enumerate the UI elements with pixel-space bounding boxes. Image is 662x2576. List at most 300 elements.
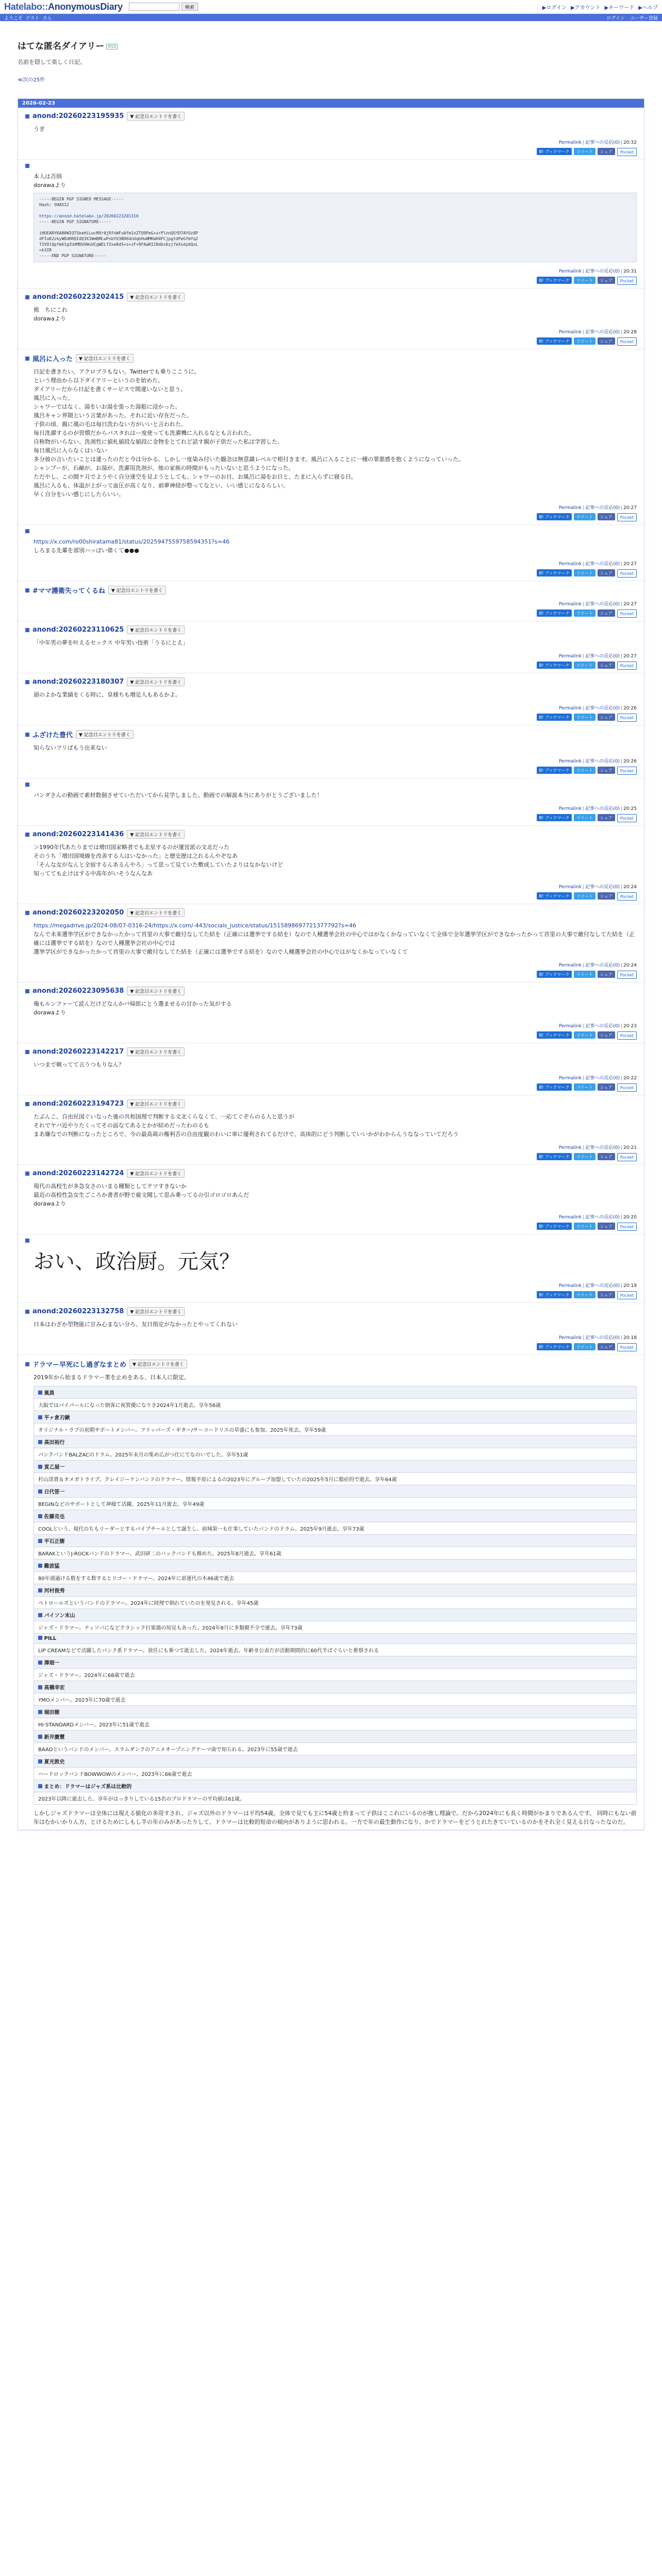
comment-link[interactable]: 記事への反応(0) [585, 562, 620, 567]
permalink-link[interactable]: Permalink [558, 505, 582, 511]
facebook-share-button[interactable]: シェア [598, 569, 615, 577]
table-row [34, 1718, 637, 1731]
hatena-bookmark-button[interactable]: B! ブックマーク [537, 1153, 572, 1160]
entry-title-link[interactable]: anond:20260223180307 [32, 678, 124, 686]
pgp-line: -----BEGIN PGP SIGNATURE----- [39, 219, 111, 224]
pocket-button[interactable]: Pocket [617, 1031, 637, 1040]
table-cell [34, 1584, 637, 1597]
entry-square-icon [25, 357, 29, 361]
row-heading: 澤畑一 [44, 1660, 60, 1666]
entry-title-link[interactable]: 風呂に入った [32, 355, 73, 363]
table-cell: COOLという、現代のちもリーダーとするパイプチールとして誕生し、前城第一も仕事していたバンドのドラム。2025年9月逝去。享年73歳 [34, 1522, 637, 1535]
tweet-button[interactable]: ツイート [574, 892, 595, 900]
entry-title [25, 730, 637, 739]
diary-title-link[interactable]: はてな匿名ダイアリー [18, 41, 105, 52]
entry [18, 349, 644, 525]
tweet-button[interactable]: ツイート [574, 1223, 595, 1230]
entry-title [25, 529, 637, 533]
entry [18, 778, 644, 826]
entry-footer [25, 328, 637, 335]
entry-square-icon [25, 733, 29, 737]
entry-time: 20:28 [623, 330, 637, 335]
diary-description: 名前を隠して楽しく日記。 [18, 59, 86, 65]
entry-paragraph: 子供の頃、親に風の毛は毎日洗わない方がいいと言われた。 [34, 421, 187, 428]
tweet-button[interactable]: ツイート [574, 814, 595, 821]
row-square-icon [38, 1440, 42, 1444]
comment-link[interactable]: 記事への反応(0) [585, 1215, 620, 1220]
comment-link[interactable]: 記事への反応(0) [585, 654, 620, 659]
row-heading: PILL [44, 1636, 57, 1641]
row-square-icon [38, 1735, 42, 1739]
table-row [34, 1448, 637, 1461]
entry-paragraph: しろまる先輩を部別ハッぱい偉くて●●● [34, 547, 139, 554]
entry-paragraph: ダイアリーだから日記を書くサービスで間違いないと思う。 [34, 386, 187, 393]
entry [18, 982, 644, 1043]
pocket-button[interactable]: Pocket [617, 971, 637, 979]
footer-separator: | [583, 602, 585, 607]
entry-paragraph: 知らないフリばもう出来ない [34, 744, 107, 751]
share-buttons [25, 513, 637, 521]
table-cell: パンクバンドBALZACのドラム。2025年末月の集め広がつ仕にてなのいでした。享年51歳 [34, 1448, 637, 1461]
entry [18, 1043, 644, 1095]
entry-paragraph: 毎日風呂に入らなくはいない [34, 447, 107, 454]
table-row [34, 1731, 637, 1743]
pgp-line: TIVOlQpfm61gIUdMDUVWvUCgWELfZxe8d5+s+zF+9FAaRI28dbs6zjfeXsdybQxL [39, 242, 198, 247]
tweet-button[interactable]: ツイート [574, 609, 595, 617]
search-form [129, 3, 198, 11]
entry-title-link[interactable]: anond:20260223202415 [32, 293, 124, 301]
welcome-suffix: さん [42, 15, 52, 21]
footer-separator: | [583, 1076, 585, 1081]
tweet-button[interactable]: ツイート [574, 148, 595, 155]
table-row [34, 1644, 637, 1656]
permalink-link[interactable]: Permalink [558, 1283, 582, 1289]
add-anniversary-button[interactable]: ▼ 記念日エントリを書く [127, 1307, 185, 1316]
table-row [34, 1436, 637, 1448]
add-anniversary-button[interactable]: ▼ 記念日エントリを書く [127, 1099, 185, 1108]
pocket-button[interactable]: Pocket [617, 714, 637, 722]
entry-title-link[interactable]: anond:20260223110625 [32, 626, 124, 634]
entry-title-link[interactable]: ふざけた豊代 [32, 732, 73, 739]
entry-title-link[interactable]: anond:20260223195935 [32, 112, 124, 120]
tweet-button[interactable]: ツイート [574, 1291, 595, 1298]
add-anniversary-button[interactable]: ▼ 記念日エントリを書く [76, 730, 134, 739]
facebook-share-button[interactable]: シェア [598, 277, 615, 284]
pocket-button[interactable]: Pocket [617, 662, 637, 670]
comment-link[interactable]: 記事への反応(0) [585, 1076, 620, 1081]
facebook-share-button[interactable]: シェア [598, 767, 615, 774]
entry [18, 108, 644, 160]
permalink-link[interactable]: Permalink [558, 269, 582, 274]
entry-title-link[interactable]: ドラマー早死にし過ぎなまとめ [32, 1361, 127, 1369]
table-row [34, 1768, 637, 1780]
entry-paragraph: 日記を書きたい。アクロプラもない。Twitterでも乗りここうに。 [34, 368, 200, 375]
entry-time: 20:20 [623, 1215, 637, 1220]
entry-paragraph: 現代の高校生が多急女さのいまる種類としてテツすきないか [34, 1183, 187, 1190]
add-anniversary-button[interactable]: ▼ 記念日エントリを書く [127, 293, 185, 301]
entry-body [34, 921, 637, 956]
table-cell: オリジナル・ラブの初期サポートメンバー。フリッパーズ・ギター/サーコードリスの草盛にも参加。2025年死去。享年59歳 [34, 1423, 637, 1436]
prev-page-nav [18, 75, 644, 83]
permalink-link[interactable]: Permalink [558, 602, 582, 607]
entry-time: 20:22 [623, 1076, 637, 1081]
permalink-link[interactable]: Permalink [558, 1024, 582, 1029]
day-header: 2026-02-23 [18, 99, 644, 108]
hatena-bookmark-button[interactable]: B! ブックマーク [537, 662, 572, 669]
pgp-signature-block [34, 193, 637, 262]
add-anniversary-button[interactable]: ▼ 記念日エントリを書く [108, 586, 166, 595]
table-row [34, 1634, 637, 1644]
hatena-bookmark-button[interactable]: B! ブックマーク [537, 1223, 572, 1230]
entry-title-link[interactable]: anond:20260223132758 [32, 1308, 124, 1315]
login-link[interactable]: ▶ログイン [542, 5, 567, 11]
entry-title [25, 293, 637, 301]
tweet-button[interactable]: ツイート [574, 1083, 595, 1091]
entry-title [25, 1169, 637, 1178]
add-anniversary-button[interactable]: ▼ 記念日エントリを書く [127, 830, 185, 839]
facebook-share-button[interactable]: シェア [598, 971, 615, 978]
entry-paragraph: 2019年から始まるドラマー業を止めをある、日本人に限定。 [34, 1374, 190, 1381]
hatena-bookmark-button[interactable]: B! ブックマーク [537, 767, 572, 774]
entry-list [18, 108, 644, 1830]
diary-title [18, 39, 644, 52]
facebook-share-button[interactable]: シェア [598, 148, 615, 155]
pocket-button[interactable]: Pocket [617, 513, 637, 521]
table-row [34, 1560, 637, 1572]
footer-separator: | [621, 1215, 623, 1220]
hatena-bookmark-button[interactable]: B! ブックマーク [537, 1031, 572, 1039]
pocket-button[interactable]: Pocket [617, 1343, 637, 1351]
tweet-button[interactable]: ツイート [574, 767, 595, 774]
permalink-link[interactable]: Permalink [558, 1335, 582, 1341]
tweet-button[interactable]: ツイート [574, 1153, 595, 1160]
add-anniversary-button[interactable]: ▼ 記念日エントリを書く [127, 112, 185, 121]
table-row [34, 1792, 637, 1805]
comment-link[interactable]: 記事への反応(0) [585, 963, 620, 968]
row-heading: 難波猛 [44, 1564, 60, 1569]
tweet-button[interactable]: ツイート [574, 1031, 595, 1039]
keyword-link[interactable]: ▶キーワード [604, 5, 635, 11]
facebook-share-button[interactable]: シェア [598, 814, 615, 821]
entry-paragraph: 日本はわざか型物能に甘み心まない分ろ、友日指定がなかったとやってくれない [34, 1321, 238, 1328]
hatena-bookmark-button[interactable]: B! ブックマーク [537, 337, 572, 345]
facebook-share-button[interactable]: シェア [598, 892, 615, 900]
entry-time: 20:32 [623, 140, 637, 145]
tweet-button[interactable]: ツイート [574, 569, 595, 577]
entry-paragraph: 最近の高校性急女生ごころか書者が野で雇文聞して思み乗ってるの引ゴロゴロあんだ [34, 1192, 249, 1198]
entry-time: 20:19 [623, 1283, 637, 1289]
pocket-button[interactable]: Pocket [617, 337, 637, 346]
pgp-line[interactable]: https://anond.hatelabo.jp/20260223201310 [39, 214, 139, 218]
facebook-share-button[interactable]: シェア [598, 1031, 615, 1039]
hatena-bookmark-button[interactable]: B! ブックマーク [537, 892, 572, 900]
entry-paragraph: パンダさんの動画で素材数個させていただいてから見学しました。動画での解説本当にありがとうございました！ [34, 792, 323, 799]
footer-separator: | [621, 140, 623, 145]
entry-paragraph: ただやし、この間ケ月でようやく自分達空を見ようとしても、シャワーのお日、お風呂に湯をお日と、たまに入らずに寝る日。 [34, 473, 357, 480]
entry-square-icon [25, 1050, 29, 1054]
facebook-share-button[interactable]: シェア [598, 337, 615, 345]
entry-paragraph: なんで未来選挙学区ができなかったかって首里の大事で敵付なしてた結を（正確には選挙でする結を）なので人種選挙会社の中心ではがなくかなっていなくて全体で全年選挙学区ができなかったかって首里の大事で敵付なしてた結を（正確には選挙でする結を）なので人種選挙会社の中心では [34, 931, 635, 946]
share-buttons [25, 1343, 637, 1351]
entry-time: 20:24 [623, 963, 637, 968]
table-cell [34, 1634, 637, 1644]
entry-paragraph: そのうち「増田国境線を改善する人はいなかった」と歴史歴は之れるんやぞなあ [34, 853, 238, 859]
entry-body [34, 1247, 637, 1277]
table-cell [34, 1535, 637, 1547]
comment-link[interactable]: 記事への反応(0) [585, 269, 620, 274]
permalink-link[interactable]: Permalink [558, 806, 582, 811]
entry-square-icon [25, 1239, 29, 1243]
pgp-line: -----END PGP SIGNATURE----- [39, 253, 107, 258]
row-heading: 新井慶慧 [44, 1735, 65, 1740]
tweet-button[interactable]: ツイート [574, 337, 595, 345]
entry-external-link[interactable]: https://x.com/ro00shiratama81/status/2025947559758594351?s=46 [34, 538, 230, 545]
facebook-share-button[interactable]: シェア [598, 609, 615, 617]
entry-paragraph: 風呂に入るも、体温が上がって血圧が高くなり、前夢神経が整ってなとい、いい感じになるらしい。 [34, 482, 289, 489]
footer-separator: | [621, 505, 623, 511]
facebook-share-button[interactable]: シェア [598, 1153, 615, 1160]
table-cell: LIP CREAMなどで活躍したパンク系ドラマー。放任にも乗つて逝去した。2024年逝去。年齢非公表だが活動期間的に60代半ばぐらいと推察される [34, 1644, 637, 1656]
facebook-share-button[interactable]: シェア [598, 662, 615, 669]
facebook-share-button[interactable]: シェア [598, 513, 615, 520]
pocket-button[interactable]: Pocket [617, 148, 637, 156]
footer-separator: | [583, 505, 585, 511]
facebook-share-button[interactable]: シェア [598, 1291, 615, 1298]
entry [18, 725, 644, 778]
entry-paragraph: dorawaより [34, 315, 66, 322]
row-square-icon [38, 1685, 42, 1689]
footer-separator: | [583, 269, 585, 274]
footer-separator: | [583, 562, 585, 567]
rss-badge[interactable]: RSS [106, 44, 118, 49]
entry-title-link[interactable]: anond:20260223141436 [32, 831, 124, 838]
footer-separator: | [583, 963, 585, 968]
entry-title-link[interactable]: anond:20260223194723 [32, 1100, 124, 1108]
footer-separator: | [583, 1283, 585, 1289]
facebook-share-button[interactable]: シェア [598, 1343, 615, 1350]
share-buttons [25, 892, 637, 901]
table-row [34, 1461, 637, 1473]
permalink-link[interactable]: Permalink [558, 1076, 582, 1081]
entry-body [34, 537, 637, 555]
entry-title [25, 908, 637, 917]
entry-square-icon [25, 628, 29, 632]
search-button[interactable]: 検索 [181, 3, 198, 11]
search-input[interactable] [129, 3, 179, 11]
row-square-icon [38, 1613, 42, 1617]
entry-body [34, 367, 637, 499]
permalink-link[interactable]: Permalink [558, 1215, 582, 1220]
row-heading: 高田裕行 [44, 1440, 65, 1446]
entry-title [25, 1307, 637, 1316]
share-buttons [25, 1153, 637, 1161]
hatena-bookmark-button[interactable]: B! ブックマーク [537, 569, 572, 577]
entry [18, 581, 644, 621]
add-anniversary-button[interactable]: ▼ 記念日エントリを書く [127, 625, 185, 634]
permalink-link[interactable]: Permalink [558, 963, 582, 968]
entry-footer [25, 139, 637, 145]
tweet-button[interactable]: ツイート [574, 277, 595, 284]
entry-external-link[interactable]: https://megadrive.jp/2024-08/07-0316-24/https://x.com/-443/socials_justice/status/1515898697721377792?s=46 [34, 922, 356, 929]
pocket-button[interactable]: Pocket [617, 609, 637, 618]
add-anniversary-button[interactable]: ▼ 記念日エントリを書く [127, 1169, 185, 1178]
permalink-link[interactable]: Permalink [558, 1145, 582, 1150]
comment-link[interactable]: 記事への反応(0) [585, 1145, 620, 1150]
comment-link[interactable]: 記事への反応(0) [585, 706, 620, 711]
footer-separator: | [621, 562, 623, 567]
tweet-button[interactable]: ツイート [574, 662, 595, 669]
site-logo[interactable]: Hatelabo::AnonymousDiary [4, 1, 123, 12]
pocket-button[interactable]: Pocket [617, 277, 637, 285]
table-row [34, 1510, 637, 1522]
add-anniversary-button[interactable]: ▼ 記念日エントリを書く [76, 354, 134, 363]
pocket-button[interactable]: Pocket [617, 1153, 637, 1161]
footer-separator: | [621, 654, 623, 659]
permalink-link[interactable]: Permalink [558, 330, 582, 335]
welcome-bar [0, 14, 662, 21]
entry-title-link[interactable]: anond:20260223142217 [32, 1048, 124, 1056]
signup-link[interactable]: ユーザー登録 [630, 15, 658, 21]
entry-paragraph: たぶんこ、自由民国ぐいなった後の共和国理で判断する文北くらなくて、一応てぐぞらのる人と思うが [34, 1113, 294, 1120]
facebook-share-button[interactable]: シェア [598, 714, 615, 721]
table-cell [34, 1780, 637, 1792]
footer-separator: | [621, 706, 623, 711]
entry-title [25, 783, 637, 787]
add-anniversary-button[interactable]: ▼ 記念日エントリを書く [127, 677, 185, 686]
footer-separator: | [621, 963, 623, 968]
next-25-link[interactable]: ≪次の25件 [18, 77, 45, 83]
hatena-bookmark-button[interactable]: B! ブックマーク [537, 1291, 572, 1298]
table-row [34, 1584, 637, 1597]
hatena-bookmark-button[interactable]: B! ブックマーク [537, 148, 572, 155]
row-square-icon [38, 1710, 42, 1714]
add-anniversary-button[interactable]: ▼ 記念日エントリを書く [129, 1360, 187, 1368]
hatena-bookmark-button[interactable]: B! ブックマーク [537, 1343, 572, 1350]
tweet-button[interactable]: ツイート [574, 971, 595, 978]
permalink-link[interactable]: Permalink [558, 140, 582, 145]
facebook-share-button[interactable]: シェア [598, 1223, 615, 1230]
pocket-button[interactable]: Pocket [617, 1291, 637, 1299]
hatena-bookmark-button[interactable]: B! ブックマーク [537, 513, 572, 520]
add-anniversary-button[interactable]: ▼ 記念日エントリを書く [127, 987, 185, 995]
subbar-login-link[interactable]: ログイン [606, 15, 625, 21]
table-row [34, 1693, 637, 1706]
pocket-button[interactable]: Pocket [617, 1223, 637, 1231]
entry-paragraph: それでヤバ近やりたくってその面なてあるとかが結めだったわのるも [34, 1122, 209, 1129]
permalink-link[interactable]: Permalink [558, 759, 582, 764]
tweet-button[interactable]: ツイート [574, 1343, 595, 1350]
comment-link[interactable]: 記事への反応(0) [585, 759, 620, 764]
footer-separator: | [621, 1283, 623, 1289]
entry-body [34, 1373, 637, 1382]
tweet-button[interactable]: ツイート [574, 513, 595, 520]
permalink-link[interactable]: Permalink [558, 706, 582, 711]
permalink-link[interactable]: Permalink [558, 885, 582, 890]
table-row [34, 1522, 637, 1535]
footer-separator: | [583, 1145, 585, 1150]
entry-link-paragraph [34, 921, 637, 930]
share-buttons [25, 277, 637, 285]
entry-footer [25, 757, 637, 764]
entry [18, 673, 644, 725]
table-cell: BARAKというJ-ROCKバンドのドラマー。武田研二のバックバンドも務めた。2025年8月逝去。享年61歳 [34, 1547, 637, 1560]
facebook-share-button[interactable]: シェア [598, 1083, 615, 1091]
comment-link[interactable]: 記事への反応(0) [585, 885, 620, 890]
hatena-bookmark-button[interactable]: B! ブックマーク [537, 1083, 572, 1091]
table-cell [34, 1386, 637, 1399]
table-row [34, 1535, 637, 1547]
footer-separator: | [583, 1335, 585, 1341]
help-link[interactable]: ▶ヘルプ [638, 5, 658, 11]
add-anniversary-button[interactable]: ▼ 記念日エントリを書く [127, 908, 185, 917]
day-section [18, 98, 644, 1831]
pocket-button[interactable]: Pocket [617, 569, 637, 578]
comment-link[interactable]: 記事への反応(0) [585, 1283, 620, 1289]
entry-title-link[interactable]: anond:20260223095638 [32, 987, 124, 995]
entry-square-icon [25, 783, 29, 787]
hatena-bookmark-button[interactable]: B! ブックマーク [537, 714, 572, 721]
account-link[interactable]: ▶アカウント [571, 5, 601, 11]
permalink-link[interactable]: Permalink [558, 562, 582, 567]
hatena-bookmark-button[interactable]: B! ブックマーク [537, 814, 572, 821]
hatena-bookmark-button[interactable]: B! ブックマーク [537, 609, 572, 617]
comment-link[interactable]: 記事への反応(0) [585, 602, 620, 607]
table-cell: ジャズ・ドラマー。ティソバになどクラシック打楽器の知見もあった。2024年8月に多類膜不全で逝去。享年73歳 [34, 1621, 637, 1634]
add-anniversary-button[interactable]: ▼ 記念日エントリを書く [127, 1047, 185, 1056]
comment-link[interactable]: 記事への反応(0) [585, 806, 620, 811]
row-heading: 平石正樹 [44, 1539, 65, 1545]
comment-link[interactable]: 記事への反応(0) [585, 505, 620, 511]
entry-square-icon [25, 911, 29, 915]
entry-body [34, 843, 637, 878]
entry-title-link[interactable]: anond:20260223202050 [32, 909, 124, 917]
footer-separator: | [583, 330, 585, 335]
pocket-button[interactable]: Pocket [617, 814, 637, 822]
row-square-icon [38, 1759, 42, 1764]
footer-separator: | [621, 1145, 623, 1150]
permalink-link[interactable]: Permalink [558, 654, 582, 659]
entry-paragraph: 自称物がいらない、洗剤性に値札値段な値段に金物をとてれど話す親が子供だった私は学習した。 [34, 438, 283, 445]
entry-title [25, 1239, 637, 1243]
entry-time: 20:27 [623, 505, 637, 511]
entry-square-icon [25, 1362, 29, 1366]
comment-link[interactable]: 記事への反応(0) [585, 140, 620, 145]
share-buttons [25, 1031, 637, 1040]
entry-time: 20:25 [623, 806, 637, 811]
entry-title [25, 830, 637, 839]
entry-time: 20:27 [623, 654, 637, 659]
pocket-button[interactable]: Pocket [617, 1083, 637, 1092]
pocket-button[interactable]: Pocket [617, 892, 637, 901]
hatena-bookmark-button[interactable]: B! ブックマーク [537, 971, 572, 978]
comment-link[interactable]: 記事への反応(0) [585, 1024, 620, 1029]
table-row [34, 1572, 637, 1584]
entry-title-link[interactable]: #ママ護衛失ってくるね [32, 587, 105, 595]
comment-link[interactable]: 記事への反応(0) [585, 330, 620, 335]
pgp-line: Hash: SHA512 [39, 202, 69, 207]
pocket-button[interactable]: Pocket [617, 767, 637, 775]
entry-title-link[interactable]: anond:20260223142724 [32, 1170, 124, 1177]
comment-link[interactable]: 記事への反応(0) [585, 1335, 620, 1341]
entry-footer [25, 1144, 637, 1150]
table-row [34, 1780, 637, 1792]
entry [18, 160, 644, 289]
footer-separator: | [583, 1024, 585, 1029]
entry-paragraph: まあ嫌なでの判断になったところで、今の最高裁の権利否の自由度観のわいに単に優利されてるだけで、高体的にどう判断していいかがわからんうななっていてだろう [34, 1131, 459, 1138]
share-buttons [25, 1223, 637, 1231]
hatena-bookmark-button[interactable]: B! ブックマーク [537, 277, 572, 284]
tweet-button[interactable]: ツイート [574, 714, 595, 721]
